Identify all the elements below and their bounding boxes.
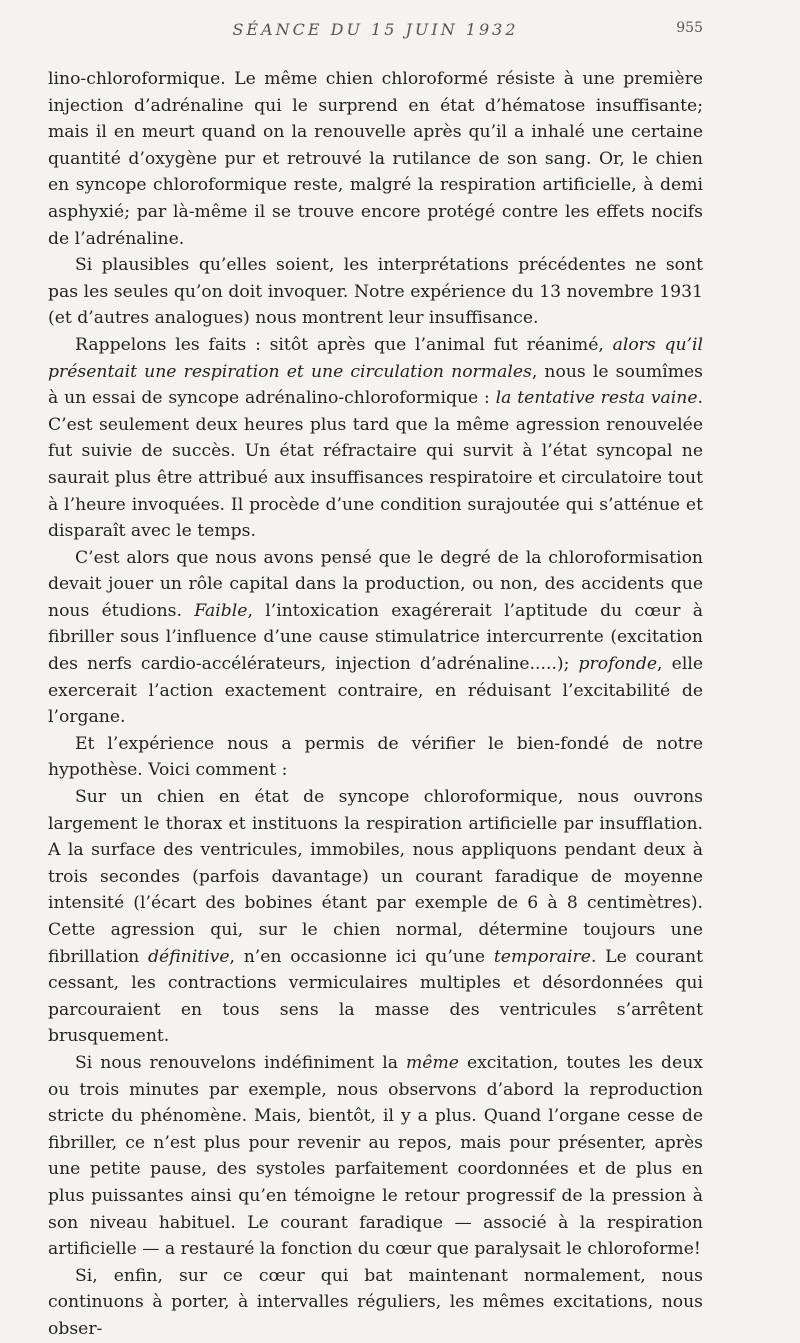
paragraph-text: Si plausibles qu’elles soient, les interprétations précédentes ne sont pas les seules qu’on doit invoquer. Notre expérience du 13 novembre 1931 (et d’autres analogues) nous montrent leur insuffisance. [48,255,703,329]
paragraph-text: , nous le soumîmes à un essai de syncope adrénalino-chloroformique : [48,361,703,409]
paragraph-text: C’est alors que nous avons pensé que le degré de la chloroformisation devait jouer un rôle capital dans la production, ou non, des accidents que nous étudions. [48,547,703,621]
paragraph-1 [48,66,703,252]
paragraph-3 [48,332,703,545]
paragraph-text: Sur un chien en état de syncope chloroformique, nous ouvrons largement le thorax et instituons la respiration artificielle par insufflation. A la surface des ventricules, immobiles, nous appliquons pendant deux à trois secondes (parfois davantage) un courant faradique de moyenne intensité (l’écart des bobines étant par exemple de 6 à 8 centimètres). Cette agression qui, sur le chien normal, détermine toujours une fibrillation [48,787,703,967]
paragraph-5 [48,731,703,784]
running-header [48,20,703,44]
paragraph-text: , l’intoxication exagérerait l’aptitude du cœur à fibriller sous l’influence d’une cause stimulatrice intercurrente (excitation des nerfs cardio-accélérateurs, injection d’adrénaline.....); [48,600,703,675]
italic-emphasis: même [406,1052,459,1073]
italic-emphasis: alors qu’il présentait une respiration et une circulation normales [48,334,703,382]
paragraph-text: . C’est seulement deux heures plus tard que la même agression renouvelée fut suivie de succès. Un état réfractaire qui survit à l’état syncopal ne saurait plus être attribué aux insuffisances respiratoire et circulatoire tout à l’heure invoquées. Il procède d’une condition surajoutée qui s’atténue et disparaît avec le temps. [48,388,704,542]
paragraph-text: Si, enfin, sur ce cœur qui bat maintenant normalement, nous continuons à porter, à intervalles réguliers, les mêmes excitations, nous obser- [48,1265,703,1339]
running-title: SÉANCE DU 15 JUIN 1932 [232,20,519,39]
paragraph-8 [48,1263,703,1343]
italic-emphasis: profonde [578,654,658,675]
paragraph-text: , elle exercerait l’action exactement contraire, en réduisant l’excitabilité de l’organe. [48,654,703,728]
italic-emphasis: temporaire [493,946,591,967]
paragraph-text: Si nous renouvelons indéfiniment la [75,1052,406,1073]
paragraph-2 [48,252,703,332]
body-text [48,66,703,1343]
paragraph-7 [48,1050,703,1263]
italic-emphasis: Faible [194,600,248,621]
paragraph-text: , n’en occasionne ici qu’une [229,946,494,967]
paragraph-6 [48,784,703,1050]
page-number: 955 [676,20,703,36]
italic-emphasis: définitive [148,946,230,967]
paragraph-4 [48,545,703,731]
paragraph-text: . Le courant cessant, les contractions vermiculaires multiples et désordonnées qui parcouraient en tous sens la masse des ventricules s’arrêtent brusquement. [48,946,703,1047]
italic-emphasis: la tentative resta vaine [495,388,698,409]
paragraph-text: lino-chloroformique. Le même chien chloroformé résiste à une première injection d’adrénaline qui le surprend en état d’hématose insuffisante; mais il en meurt quand on la renouvelle après qu’il a inhalé une certaine quantité d’oxygène pur et retrouvé la rutilance de son sang. Or, le chien en syncope chloroformique reste, malgré la respiration artificielle, à demi asphyxié; par là-même il se trouve encore protégé contre les effets nocifs de l’adrénaline. [48,69,703,249]
paragraph-text: excitation, toutes les deux ou trois minutes par exemple, nous observons d’abord la reproduction stricte du phénomène. Mais, bientôt, il y a plus. Quand l’organe cesse de fibriller, ce n’est plus pour revenir au repos, mais pour présenter, après une petite pause, des systoles parfaitement coordonnées et de plus en plus puissantes ainsi qu’en témoigne le retour progressif de la pression à son niveau habituel. Le courant faradique — associé à la respiration artificielle — a restauré la fonction du cœur que paralysait le chloroforme! [48,1052,703,1260]
paragraph-text: Rappelons les faits : sitôt après que l’animal fut réanimé, [75,334,613,355]
paragraph-text: Et l’expérience nous a permis de vérifier le bien-fondé de notre hypothèse. Voici comment : [48,733,703,781]
